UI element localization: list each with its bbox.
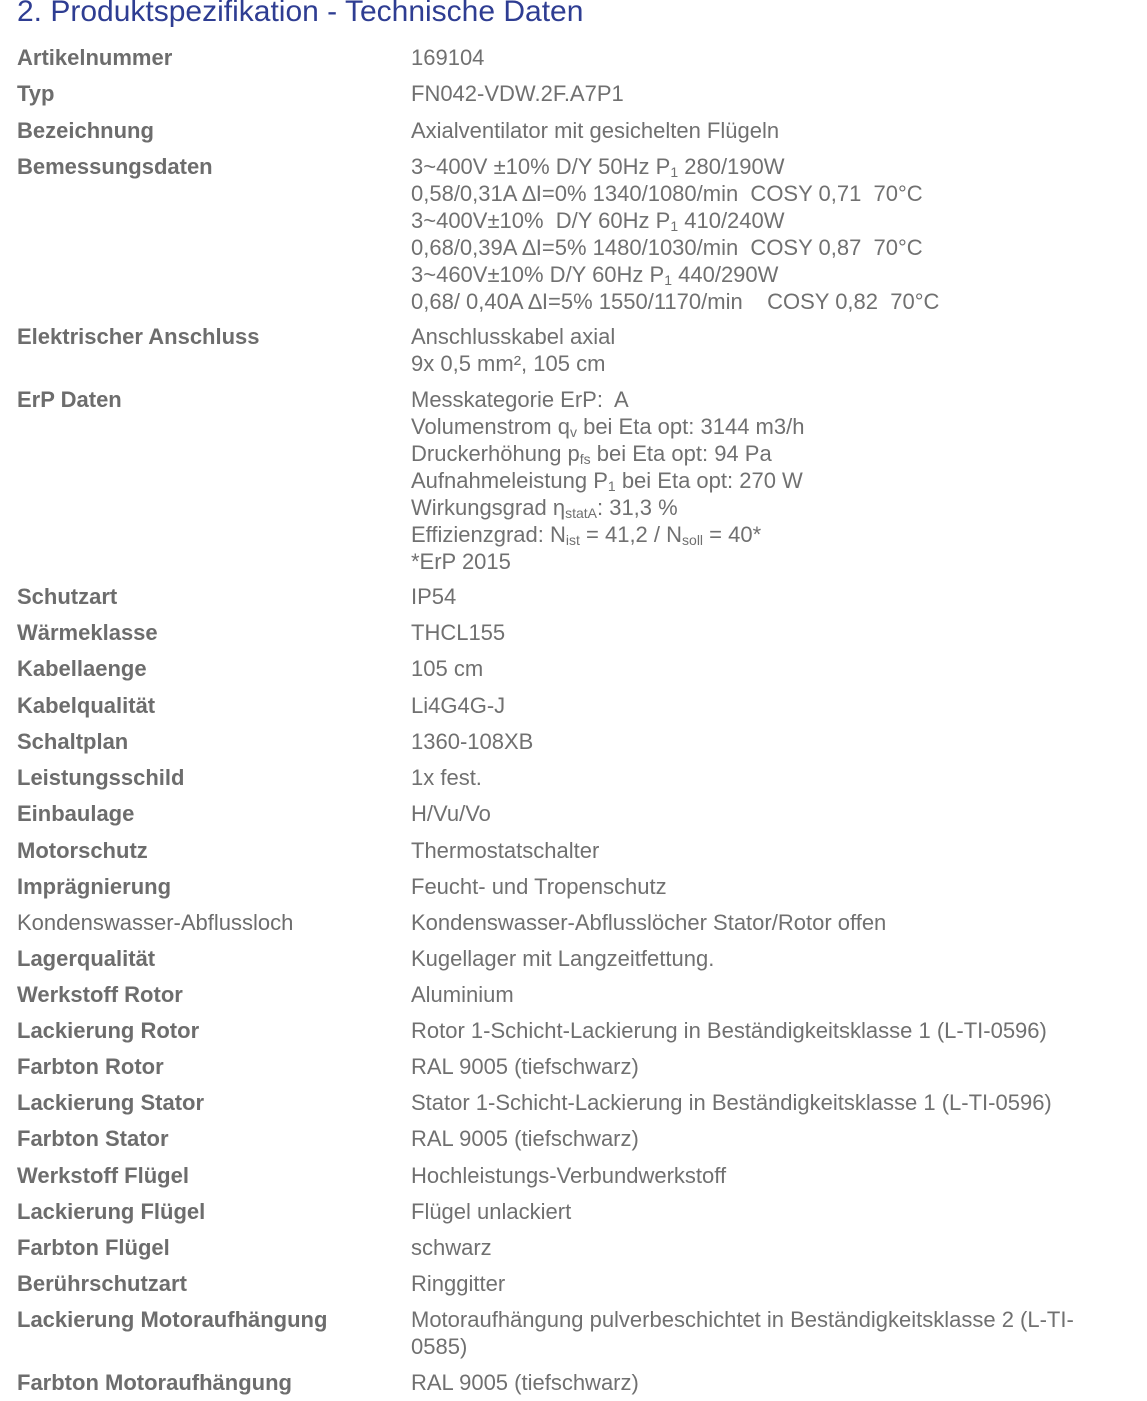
spec-label: Farbton Motoraufhängung: [17, 1370, 292, 1395]
spec-value-line: 0,68/0,39A ∆I=5% 1480/1030/min COSY 0,87 70°C: [411, 235, 923, 260]
spec-value: [411, 764, 482, 791]
spec-label: Lackierung Stator: [17, 1090, 205, 1115]
spec-value-line: schwarz: [411, 1235, 492, 1260]
spec-value: [411, 153, 939, 315]
spec-value-line: Thermostatschalter: [411, 838, 600, 863]
spec-value: [411, 800, 491, 827]
spec-value-line: Feucht- und Tropenschutz: [411, 874, 667, 899]
spec-value-line: Rotor 1-Schicht-Lackierung in Beständigkeitsklasse 1 (L-TI-0596): [411, 1018, 1047, 1043]
spec-value-line: 9x 0,5 mm², 105 cm: [411, 351, 606, 376]
spec-value: [411, 323, 615, 377]
spec-value-line: 3~460V±10% D/Y 60Hz $P_1$ 440/290W: [411, 262, 779, 288]
spec-value-line: Messkategorie ErP: A: [411, 387, 629, 412]
spec-value: [411, 981, 514, 1008]
spec-value-line: 0585): [411, 1334, 468, 1359]
spec-label: Artikelnummer: [17, 45, 173, 70]
spec-label: Einbaulage: [17, 801, 135, 826]
spec-value: [411, 728, 533, 755]
spec-value-line: Li4G4G-J: [411, 693, 506, 718]
subscript: 1: [664, 272, 673, 288]
spec-value-line: Aluminium: [411, 982, 514, 1007]
spec-label: Typ: [17, 81, 55, 106]
spec-label: Werkstoff Rotor: [17, 982, 183, 1007]
spec-value: [411, 1162, 726, 1189]
spec-label: Farbton Rotor: [17, 1054, 164, 1079]
subscript: 1: [607, 478, 616, 494]
spec-value: [411, 837, 599, 864]
subscript: 1: [670, 164, 679, 180]
spec-value: [411, 1369, 639, 1396]
spec-value: [411, 1306, 1074, 1360]
spec-label: Berührschutzart: [17, 1271, 187, 1296]
spec-label: Schutzart: [17, 584, 118, 609]
spec-value-line: Effizienzgrad: $N_{ist} = 41,2 / N_{soll} = 40*$: [411, 522, 762, 548]
spec-value: [411, 1089, 1052, 1116]
spec-value: [411, 619, 505, 646]
spec-label: Lagerqualität: [17, 946, 156, 971]
spec-value-line: Kugellager mit Langzeitfettung.: [411, 946, 715, 971]
spec-value-line: 105 cm: [411, 656, 484, 681]
spec-value-line: RAL 9005 (tiefschwarz): [411, 1054, 639, 1079]
spec-label: Kabellaenge: [17, 656, 147, 681]
spec-label: Farbton Flügel: [17, 1235, 170, 1260]
spec-value-line: Hochleistungs-Verbundwerkstoff: [411, 1163, 727, 1188]
subscript: 1: [670, 218, 679, 234]
spec-value-line: Stator 1-Schicht-Lackierung in Beständigkeitsklasse 1 (L-TI-0596): [411, 1090, 1052, 1115]
spec-label: ErP Daten: [17, 387, 122, 412]
page-title: 2. Produktspezifikation - Technische Daten: [17, 0, 584, 28]
spec-value-line: Aufnahmeleistung $P_1$ bei Eta opt: 270 W: [411, 468, 803, 494]
spec-value-line: *ErP 2015: [411, 549, 511, 574]
spec-value-line: H/Vu/Vo: [411, 801, 491, 826]
spec-value: [411, 1125, 639, 1152]
spec-value-line: Volumenstrom $q_v$ bei Eta opt: 3144 m3/h: [411, 414, 805, 440]
spec-label: Bemessungsdaten: [17, 154, 213, 179]
spec-value-line: Axialventilator mit gesichelten Flügeln: [411, 118, 780, 143]
spec-value-line: IP54: [411, 584, 457, 609]
spec-value: [411, 583, 456, 610]
spec-label: Motorschutz: [17, 838, 148, 863]
spec-label: Elektrischer Anschluss: [17, 324, 260, 349]
spec-value: [411, 945, 714, 972]
spec-label: Imprägnierung: [17, 874, 172, 899]
subscript: fs: [579, 451, 591, 467]
spec-label: Werkstoff Flügel: [17, 1163, 189, 1188]
spec-value: [411, 80, 624, 107]
spec-value: [411, 1053, 639, 1080]
spec-value: [411, 873, 667, 900]
spec-label: Lackierung Motoraufhängung: [17, 1307, 328, 1332]
spec-value-line: 3~400V ±10% D/Y 50Hz $P_1$ 280/190W: [411, 154, 785, 180]
subscript: soll: [682, 532, 704, 548]
spec-label: Bezeichnung: [17, 118, 154, 143]
spec-value-line: 0,68/ 0,40A ∆I=5% 1550/1170/min COSY 0,82 70°C: [411, 289, 940, 314]
spec-value-line: 169104: [411, 45, 485, 70]
subscript: statA: [565, 505, 597, 521]
spec-value-line: 3~400V±10% D/Y 60Hz $P_1$ 410/240W: [411, 208, 785, 234]
subscript: v: [569, 424, 577, 440]
spec-value-line: Wirkungsgrad $\eta_{statA}$: 31,3 %: [411, 495, 678, 521]
spec-value-line: FN042-VDW.2F.A7P1: [411, 81, 624, 106]
spec-value-line: Anschlusskabel axial: [411, 324, 616, 349]
spec-value: [411, 44, 484, 71]
spec-value-line: Ringgitter: [411, 1271, 506, 1296]
spec-value-line: RAL 9005 (tiefschwarz): [411, 1370, 639, 1395]
spec-value-line: 0,58/0,31A ∆I=0% 1340/1080/min COSY 0,71 70°C: [411, 181, 923, 206]
spec-label: Wärmeklasse: [17, 620, 158, 645]
spec-label: Leistungsschild: [17, 765, 185, 790]
spec-value-line: Motoraufhängung pulverbeschichtet in Beständigkeitsklasse 2 (L-TI-: [411, 1307, 1074, 1332]
spec-label: Lackierung Rotor: [17, 1018, 200, 1043]
spec-value-line: 1x fest.: [411, 765, 482, 790]
spec-value: [411, 692, 505, 719]
spec-label: Kondenswasser-Abflussloch: [17, 910, 294, 935]
spec-label: Farbton Stator: [17, 1126, 169, 1151]
spec-label: Schaltplan: [17, 729, 129, 754]
spec-value: [411, 655, 483, 682]
spec-value-line: THCL155: [411, 620, 506, 645]
spec-value-line: Flügel unlackiert: [411, 1199, 572, 1224]
spec-value: [411, 909, 886, 936]
spec-value: [411, 1234, 492, 1261]
spec-label: Lackierung Flügel: [17, 1199, 206, 1224]
subscript: ist: [565, 532, 580, 548]
spec-label: Kabelqualität: [17, 693, 156, 718]
spec-value-line: 1360-108XB: [411, 729, 534, 754]
spec-value: [411, 1270, 505, 1297]
spec-value: [411, 386, 804, 575]
spec-value-line: Druckerhöhung $p_{fs}$ bei Eta opt: 94 Pa: [411, 441, 772, 467]
spec-value: [411, 1017, 1047, 1044]
spec-value: [411, 117, 779, 144]
spec-value-line: RAL 9005 (tiefschwarz): [411, 1126, 639, 1151]
spec-value: [411, 1198, 571, 1225]
spec-value-line: Kondenswasser-Abflusslöcher Stator/Rotor offen: [411, 910, 887, 935]
